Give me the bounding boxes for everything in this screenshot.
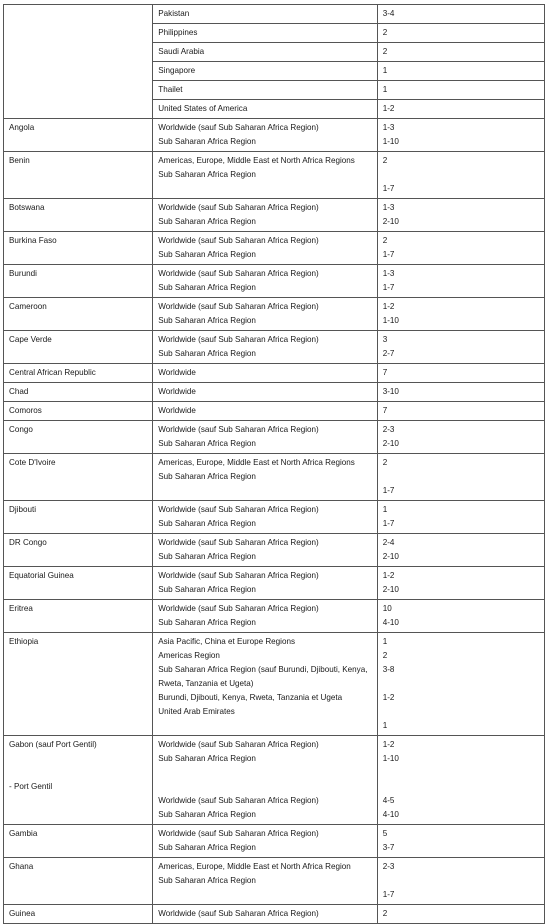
cell-line: Burundi bbox=[9, 269, 37, 278]
cell-spacer bbox=[9, 766, 147, 780]
cell-line: Sub Saharan Africa Region bbox=[158, 843, 256, 852]
table-row bbox=[4, 736, 545, 825]
level-cell bbox=[377, 421, 544, 454]
cell-spacer bbox=[383, 780, 539, 794]
cell-line: DR Congo bbox=[9, 538, 47, 547]
cell-line: Sub Saharan Africa Region bbox=[158, 618, 256, 627]
cell-line: Comoros bbox=[9, 406, 42, 415]
cell-line: 1-10 bbox=[382, 316, 399, 325]
cell-line: Chad bbox=[9, 387, 29, 396]
cell-line: United States of America bbox=[158, 104, 248, 113]
table-row bbox=[4, 331, 545, 364]
cell-line: 3-7 bbox=[382, 843, 395, 852]
cell-spacer bbox=[383, 677, 539, 691]
table-row bbox=[4, 905, 545, 924]
level-cell bbox=[377, 567, 544, 600]
cell-line: Eritrea bbox=[9, 604, 33, 613]
level-cell bbox=[377, 5, 544, 24]
table-row bbox=[4, 298, 545, 331]
cell-line: 1-2 bbox=[382, 104, 395, 113]
level-cell bbox=[377, 331, 544, 364]
cell-line: 4-10 bbox=[382, 618, 399, 627]
cell-line: 1-3 bbox=[382, 123, 395, 132]
cell-line: Americas, Europe, Middle East et North Africa Region bbox=[158, 862, 351, 871]
cell-line: 2-3 bbox=[382, 862, 395, 871]
cell-line: 1 bbox=[382, 85, 388, 94]
cell-line: 1-2 bbox=[382, 740, 395, 749]
country-cell bbox=[4, 858, 153, 905]
cell-line: Equatorial Guinea bbox=[9, 571, 74, 580]
cell-line: Americas, Europe, Middle East et North Africa Regions bbox=[158, 458, 355, 467]
country-cell bbox=[4, 825, 153, 858]
table-row bbox=[4, 232, 545, 265]
cell-line: Gabon (sauf Port Gentil) bbox=[9, 740, 97, 749]
level-cell bbox=[377, 736, 544, 825]
country-cell bbox=[4, 152, 153, 199]
cell-line: Worldwide (sauf Sub Saharan Africa Region) bbox=[158, 236, 319, 245]
cell-line: 2 bbox=[382, 47, 388, 56]
level-cell bbox=[377, 454, 544, 501]
cell-line: 3-8 bbox=[382, 665, 395, 674]
cell-line: 5 bbox=[382, 829, 388, 838]
cell-line: 7 bbox=[382, 406, 388, 415]
cell-line: Worldwide (sauf Sub Saharan Africa Region) bbox=[158, 829, 319, 838]
country-cell bbox=[4, 5, 153, 119]
cell-line: Americas, Europe, Middle East et North Africa Regions bbox=[158, 156, 355, 165]
table-row bbox=[4, 5, 545, 24]
cell-line: 1-7 bbox=[382, 890, 395, 899]
cell-line: Sub Saharan Africa Region bbox=[158, 250, 256, 259]
level-cell bbox=[377, 858, 544, 905]
level-cell bbox=[377, 364, 544, 383]
cell-line: 4-10 bbox=[382, 810, 399, 819]
cell-line: Worldwide bbox=[158, 387, 196, 396]
table-row bbox=[4, 454, 545, 501]
region-cell bbox=[153, 736, 377, 825]
cell-line: Americas Region bbox=[158, 651, 220, 660]
cell-line: Pakistan bbox=[158, 9, 190, 18]
cell-line: Sub Saharan Africa Region bbox=[158, 552, 256, 561]
cell-line: Burundi, Djibouti, Kenya, Rweta, Tanzania et Ugeta bbox=[158, 693, 343, 702]
cell-line: 3-10 bbox=[382, 387, 399, 396]
cell-line: Worldwide (sauf Sub Saharan Africa Region) bbox=[158, 335, 319, 344]
cell-spacer bbox=[383, 874, 539, 888]
region-cell bbox=[153, 119, 377, 152]
region-cell bbox=[153, 858, 377, 905]
cell-line: 2 bbox=[382, 651, 388, 660]
cell-line: Sub Saharan Africa Region bbox=[158, 439, 256, 448]
region-cell bbox=[153, 43, 377, 62]
cell-line: Congo bbox=[9, 425, 33, 434]
country-cell bbox=[4, 199, 153, 232]
cell-line: 7 bbox=[382, 368, 388, 377]
cell-line: Sub Saharan Africa Region bbox=[158, 283, 256, 292]
cell-line: Burkina Faso bbox=[9, 236, 57, 245]
level-cell bbox=[377, 825, 544, 858]
cell-line: Sub Saharan Africa Region bbox=[158, 519, 256, 528]
cell-line: Sub Saharan Africa Region bbox=[158, 217, 256, 226]
cell-line: Thailet bbox=[158, 85, 183, 94]
cell-line: Sub Saharan Africa Region bbox=[158, 754, 256, 763]
cell-line: 1-7 bbox=[382, 250, 395, 259]
level-cell bbox=[377, 81, 544, 100]
region-cell bbox=[153, 152, 377, 199]
cell-line: Philippines bbox=[158, 28, 198, 37]
cell-line: 2-4 bbox=[382, 538, 395, 547]
region-cell bbox=[153, 501, 377, 534]
level-cell bbox=[377, 265, 544, 298]
level-cell bbox=[377, 402, 544, 421]
level-cell bbox=[377, 633, 544, 736]
cell-line: Central African Republic bbox=[9, 368, 96, 377]
region-cell bbox=[153, 298, 377, 331]
table-row bbox=[4, 534, 545, 567]
cell-line: 1-2 bbox=[382, 693, 395, 702]
cell-line: Sub Saharan Africa Region bbox=[158, 316, 256, 325]
cell-line: Sub Saharan Africa Region bbox=[158, 810, 256, 819]
cell-line: 1-7 bbox=[382, 184, 395, 193]
cell-line: Worldwide (sauf Sub Saharan Africa Region) bbox=[158, 302, 319, 311]
cell-line: 1-7 bbox=[382, 283, 395, 292]
cell-line: 3-4 bbox=[382, 9, 395, 18]
table-row bbox=[4, 600, 545, 633]
cell-line: Sub Saharan Africa Region bbox=[158, 585, 256, 594]
country-cell bbox=[4, 567, 153, 600]
country-cell bbox=[4, 534, 153, 567]
cell-line: 1-2 bbox=[382, 571, 395, 580]
cell-line: 1-7 bbox=[382, 519, 395, 528]
region-cell bbox=[153, 331, 377, 364]
region-cell bbox=[153, 364, 377, 383]
level-cell bbox=[377, 905, 544, 924]
region-cell bbox=[153, 24, 377, 43]
table-row bbox=[4, 825, 545, 858]
cell-line: 2-10 bbox=[382, 585, 399, 594]
region-cell bbox=[153, 5, 377, 24]
table-row bbox=[4, 199, 545, 232]
cell-line: 2-3 bbox=[382, 425, 395, 434]
cell-line: 2 bbox=[382, 458, 388, 467]
cell-line: Worldwide bbox=[158, 406, 196, 415]
cell-line: 2 bbox=[382, 28, 388, 37]
level-cell bbox=[377, 199, 544, 232]
cell-line: Worldwide (sauf Sub Saharan Africa Region) bbox=[158, 123, 319, 132]
region-cell bbox=[153, 62, 377, 81]
country-cell bbox=[4, 232, 153, 265]
cell-line: Sub Saharan Africa Region bbox=[158, 170, 256, 179]
region-cell bbox=[153, 265, 377, 298]
country-cell bbox=[4, 454, 153, 501]
cell-line: United Arab Emirates bbox=[158, 707, 235, 716]
cell-line: 10 bbox=[382, 604, 392, 613]
cell-line: 1 bbox=[382, 637, 388, 646]
table-row bbox=[4, 364, 545, 383]
cell-line: Worldwide (sauf Sub Saharan Africa Region) bbox=[158, 604, 319, 613]
cell-line: 2 bbox=[382, 909, 388, 918]
country-cell bbox=[4, 501, 153, 534]
region-cell bbox=[153, 232, 377, 265]
cell-line: Cameroon bbox=[9, 302, 47, 311]
cell-line: Singapore bbox=[158, 66, 196, 75]
cell-spacer bbox=[383, 705, 539, 719]
cell-line: Cape Verde bbox=[9, 335, 52, 344]
table-row bbox=[4, 265, 545, 298]
cell-line: Worldwide (sauf Sub Saharan Africa Region) bbox=[158, 796, 319, 805]
cell-line: 1-7 bbox=[382, 486, 395, 495]
cell-line: Guinea bbox=[9, 909, 36, 918]
cell-line: Gambia bbox=[9, 829, 38, 838]
cell-spacer bbox=[158, 766, 371, 780]
cell-line: Worldwide (sauf Sub Saharan Africa Region) bbox=[158, 571, 319, 580]
table-body bbox=[4, 5, 545, 924]
allowance-table bbox=[3, 4, 545, 924]
cell-spacer bbox=[383, 470, 539, 484]
cell-line: Worldwide (sauf Sub Saharan Africa Region) bbox=[158, 505, 319, 514]
region-cell bbox=[153, 421, 377, 454]
region-cell bbox=[153, 600, 377, 633]
cell-line: 4-5 bbox=[382, 796, 395, 805]
level-cell bbox=[377, 100, 544, 119]
country-cell bbox=[4, 383, 153, 402]
region-cell bbox=[153, 633, 377, 736]
region-cell bbox=[153, 825, 377, 858]
cell-spacer bbox=[158, 780, 371, 794]
cell-line: Sub Saharan Africa Region bbox=[158, 876, 256, 885]
level-cell bbox=[377, 43, 544, 62]
level-cell bbox=[377, 232, 544, 265]
cell-line: Ghana bbox=[9, 862, 34, 871]
cell-line: Saudi Arabia bbox=[158, 47, 205, 56]
level-cell bbox=[377, 534, 544, 567]
cell-line: Sub Saharan Africa Region bbox=[158, 349, 256, 358]
cell-line: Benin bbox=[9, 156, 30, 165]
cell-line: 2-10 bbox=[382, 552, 399, 561]
cell-line: Angola bbox=[9, 123, 35, 132]
region-cell bbox=[153, 100, 377, 119]
table-row bbox=[4, 152, 545, 199]
country-cell bbox=[4, 331, 153, 364]
country-cell bbox=[4, 364, 153, 383]
cell-line: Sub Saharan Africa Region (sauf Burundi, Djibouti, Kenya, Rweta, Tanzania et Ugeta) bbox=[158, 665, 368, 688]
cell-line: 1 bbox=[382, 505, 388, 514]
region-cell bbox=[153, 534, 377, 567]
cell-line: Botswana bbox=[9, 203, 45, 212]
level-cell bbox=[377, 298, 544, 331]
level-cell bbox=[377, 62, 544, 81]
cell-line: Worldwide (sauf Sub Saharan Africa Region) bbox=[158, 740, 319, 749]
level-cell bbox=[377, 600, 544, 633]
cell-line: 1-2 bbox=[382, 302, 395, 311]
region-cell bbox=[153, 402, 377, 421]
cell-line: 1 bbox=[382, 721, 388, 730]
cell-line: 2-10 bbox=[382, 439, 399, 448]
table-row bbox=[4, 421, 545, 454]
country-cell bbox=[4, 402, 153, 421]
cell-line: 2 bbox=[382, 156, 388, 165]
cell-line: Ethiopia bbox=[9, 637, 39, 646]
table-row bbox=[4, 633, 545, 736]
table-row bbox=[4, 402, 545, 421]
cell-line: - Port Gentil bbox=[9, 782, 53, 791]
region-cell bbox=[153, 567, 377, 600]
level-cell bbox=[377, 119, 544, 152]
table-row bbox=[4, 119, 545, 152]
cell-line: Sub Saharan Africa Region bbox=[158, 137, 256, 146]
cell-line: 2 bbox=[382, 236, 388, 245]
cell-line: Worldwide (sauf Sub Saharan Africa Region) bbox=[158, 203, 319, 212]
region-cell bbox=[153, 454, 377, 501]
region-cell bbox=[153, 81, 377, 100]
country-cell bbox=[4, 421, 153, 454]
country-cell bbox=[4, 633, 153, 736]
cell-line: 3 bbox=[382, 335, 388, 344]
cell-line: Worldwide (sauf Sub Saharan Africa Region) bbox=[158, 538, 319, 547]
table-row bbox=[4, 383, 545, 402]
cell-line: Cote D'Ivoire bbox=[9, 458, 56, 467]
cell-line: Asia Pacific, China et Europe Regions bbox=[158, 637, 296, 646]
cell-line: Worldwide bbox=[158, 368, 196, 377]
country-cell bbox=[4, 600, 153, 633]
country-cell bbox=[4, 265, 153, 298]
cell-spacer bbox=[383, 168, 539, 182]
region-cell bbox=[153, 383, 377, 402]
region-cell bbox=[153, 905, 377, 924]
country-cell bbox=[4, 736, 153, 825]
cell-line: Worldwide (sauf Sub Saharan Africa Region) bbox=[158, 425, 319, 434]
country-cell bbox=[4, 298, 153, 331]
cell-line: Worldwide (sauf Sub Saharan Africa Region) bbox=[158, 269, 319, 278]
country-cell bbox=[4, 905, 153, 924]
cell-line: 2-7 bbox=[382, 349, 395, 358]
cell-line: 1-3 bbox=[382, 203, 395, 212]
level-cell bbox=[377, 152, 544, 199]
cell-spacer bbox=[9, 752, 147, 766]
cell-line: 2-10 bbox=[382, 217, 399, 226]
cell-line: Djibouti bbox=[9, 505, 36, 514]
table-row bbox=[4, 858, 545, 905]
cell-line: 1-10 bbox=[382, 754, 399, 763]
cell-line: 1 bbox=[382, 66, 388, 75]
region-cell bbox=[153, 199, 377, 232]
cell-line: Worldwide (sauf Sub Saharan Africa Region) bbox=[158, 909, 319, 918]
cell-line: Sub Saharan Africa Region bbox=[158, 472, 256, 481]
table-row bbox=[4, 567, 545, 600]
cell-line: 1-10 bbox=[382, 137, 399, 146]
table-row bbox=[4, 501, 545, 534]
level-cell bbox=[377, 383, 544, 402]
country-cell bbox=[4, 119, 153, 152]
cell-spacer bbox=[383, 766, 539, 780]
level-cell bbox=[377, 24, 544, 43]
level-cell bbox=[377, 501, 544, 534]
cell-line: 1-3 bbox=[382, 269, 395, 278]
